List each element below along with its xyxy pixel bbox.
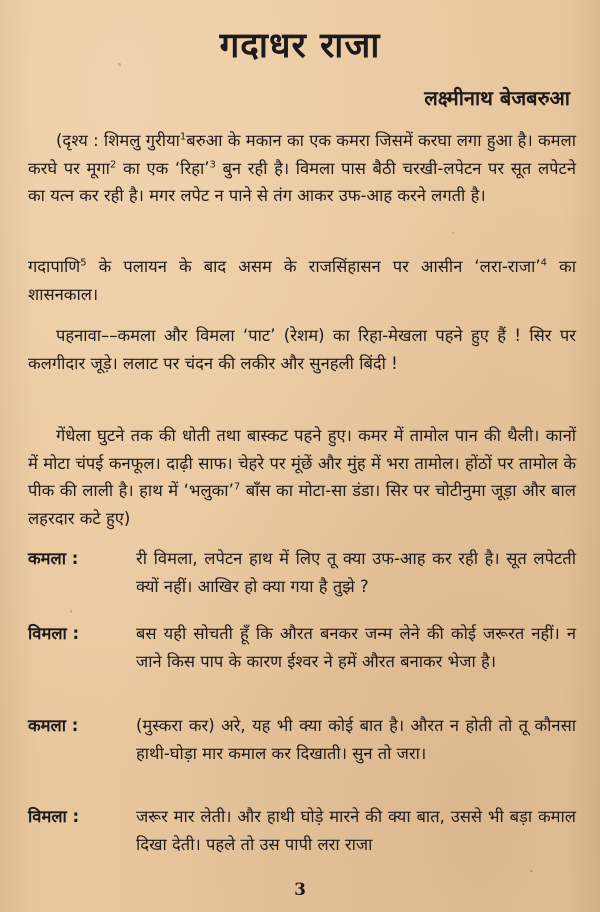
paper-speck (530, 870, 533, 872)
author-name: लक्ष्मीनाथ बेजबरुआ (424, 86, 570, 110)
character-description-paragraph (28, 422, 576, 532)
speaker-name: कमला : (28, 549, 79, 568)
character-description-text: गेंधेला घुटने तक की धोती तथा बास्कट पहने हुए। कमर में तामोल पान की थैली। कानों में मोटा चंपई कनफूल। दाढ़ी साफ। चेहरे पर मूंछें और मुंह में भरा तामोल। होंठों पर तामोल के पीक की लाली है। हाथ में ‘भलुका’ (28, 426, 576, 500)
footnote-marker: 2 (109, 159, 117, 170)
footnote-marker: 7 (233, 481, 241, 493)
speech-text: (मुस्करा कर) अरे, यह भी क्या कोई बात है। औरत न होती तो तू कौनसा हाथी-घोड़ा मार कमाल कर दिखाती। सुन तो जरा। (136, 716, 576, 763)
play-title: गदाधर राजा (219, 26, 381, 66)
speech-text: बस यही सोचती हूँ कि औरत बनकर जन्म लेने की कोई जरूरत नहीं। न जाने किस पाप के कारण ईश्वर ने हमें औरत बनाकर भेजा है। (136, 624, 576, 671)
footnote-marker: 3 (209, 159, 216, 170)
costume-text: पहनावा––कमला और विमला ‘पाट’ (रेशम) का रिहा-मेखला पहने हुए हैं ! सिर पर कलगीदार जूड़े। ललाट पर चंदन की लकीर और सुनहली बिंदी ! (28, 326, 576, 373)
stage-direction-text: बरुआ के मकान का एक कमरा जिसमें करघा लगा हुआ है। कमला करघे पर मूगा (28, 131, 576, 178)
stage-direction-paragraph (28, 127, 576, 210)
page-number: 3 (294, 880, 306, 900)
paper-speck (452, 232, 454, 234)
era-text: का शासनकाल। (28, 257, 576, 304)
era-text: गदापाणि (28, 257, 81, 276)
era-text: के पलायन के बाद असम के राजसिंहासन पर आसीन ‘लरा-राजा’ (86, 257, 541, 276)
speaker-name: विमला : (28, 807, 80, 826)
stage-direction-text: का एक ‘रिहा’ (116, 158, 210, 178)
era-paragraph (28, 253, 576, 308)
footnote-marker: 1 (179, 131, 187, 143)
speaker-name: विमला : (28, 624, 80, 643)
stage-direction-text: बुन रही है। विमला पास बैठी चरखी-लपेटन पर सूत लपेटने का यत्न कर रही है। मगर लपेट न पाने से तंग आकर उफ-आह करने लगती है। (28, 158, 576, 205)
costume-paragraph (28, 322, 576, 377)
speaker-name: कमला : (28, 716, 79, 735)
footnote-marker: 5 (80, 257, 87, 269)
stage-direction-text: (दृश्य : शिमलु गुरीया (56, 131, 180, 150)
speech-text: जरूर मार लेती। और हाथी घोड़े मारने की क्या बात, उससे भी बड़ा कमाल दिखा देती। पहले तो उस पापी लरा राजा (136, 807, 576, 854)
footnote-marker: 4 (540, 257, 547, 269)
paper-speck (118, 63, 121, 66)
paper-speck (70, 610, 72, 613)
speech-text: री विमला, लपेटन हाथ में लिए तू क्या उफ-आह कर रही है। सूत लपेटती क्यों नहीं। आखिर हो क्या गया है तुझे ? (136, 549, 576, 596)
character-description-text: बाँस का मोटा-सा डंडा। सिर पर चोटीनुमा जूड़ा और बाल लहरदार कटे हुए) (28, 481, 576, 528)
